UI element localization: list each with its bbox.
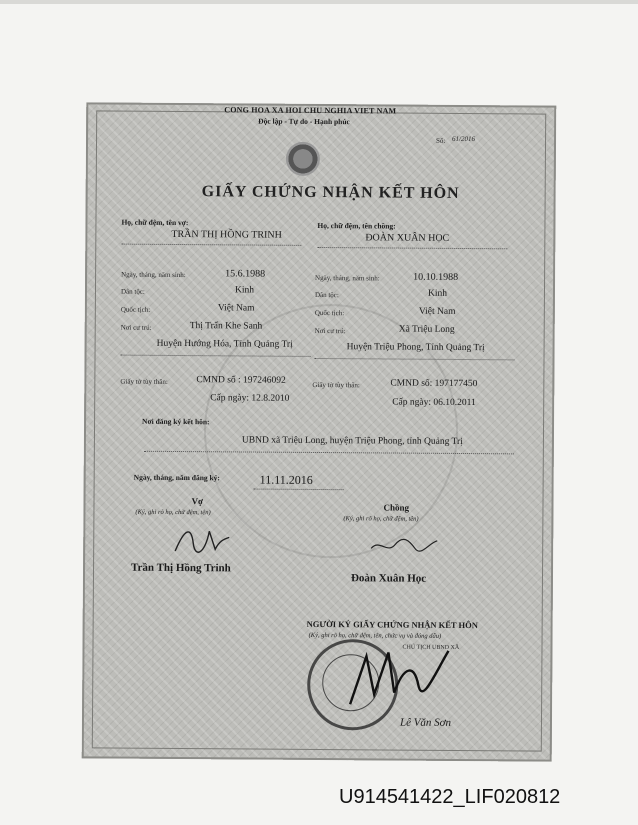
wife-residence-line1: Thị Trấn Khe Sanh [189,321,263,332]
national-emblem-icon [286,142,320,176]
signer-name: Lê Văn Sơn [399,716,452,729]
wife-nationality: Việt Nam [217,303,255,314]
signer-title: NGƯỜI KÝ GIẤY CHỨNG NHẬN KẾT HÔN [306,618,478,631]
husband-signature-name: Đoàn Xuân Học [350,572,427,585]
husband-id-date: Cấp ngày: 06.10.2011 [392,397,476,409]
scan-edge-top [0,0,638,4]
husband-dob-label: Ngày, tháng, năm sinh: [315,273,380,283]
husband-ethnic-label: Dân tộc: [314,290,339,300]
registration-date-label: Ngày, tháng, năm đăng ký: [133,472,220,483]
husband-id-value: CMND số: 197177450 [390,378,478,390]
wife-signature-title: Vợ [191,496,204,507]
certificate-title: GIẤY CHỨNG NHẬN KẾT HÔN [201,183,460,202]
wife-residence-line2: Huyện Hướng Hóa, Tỉnh Quảng Trị [156,338,293,350]
wife-ethnic: Kinh [234,285,255,296]
wife-nationality-label: Quốc tịch: [120,305,151,314]
number-label: Số: [436,136,446,145]
husband-name-label: Họ, chữ đệm, tên chồng: [317,220,396,231]
husband-nationality: Việt Nam [418,306,456,317]
wife-dob: 15.6.1988 [225,268,266,280]
husband-nationality-label: Quốc tịch: [314,308,345,318]
wife-residence-label: Nơi cư trú: [120,323,152,332]
wife-id-date: Cấp ngày: 12.8.2010 [210,393,290,404]
wife-dob-label: Ngày, tháng, năm sinh: [121,270,186,280]
signer-signature-mark [344,644,454,715]
husband-residence-line2: Huyện Triệu Phong, Tỉnh Quảng Trị [346,342,485,354]
wife-signature-name: Trần Thị Hồng Trinh [131,561,231,575]
signer-position: CHỦ TỊCH UBND XÃ [402,644,460,651]
wife-id-label: Giấy tờ tùy thân: [120,377,168,386]
number-value: 61/2016 [452,134,476,144]
signer-note: (Ký, ghi rõ họ, chữ đệm, tên, chức vụ và đóng dấu) [308,631,442,640]
husband-id-label: Giấy tờ tùy thân: [312,380,360,390]
husband-name: ĐOÀN XUÂN HỌC [365,232,450,244]
reference-code: U914541422_LIF020812 [339,786,561,808]
wife-signature-note: (Ký, ghi rõ họ, chữ đệm, tên) [135,508,211,517]
wife-signature-mark [171,523,231,557]
wife-name: TRẦN THỊ HỒNG TRINH [171,228,282,241]
husband-residence-label: Nơi cư trú: [314,326,346,336]
marriage-certificate [82,102,557,761]
husband-dob: 10.10.1988 [413,271,459,283]
husband-signature-note: (Ký, ghi rõ họ, chữ đệm, tên) [343,515,419,523]
registration-place: UBND xã Triệu Long, huyện Triệu Phong, tỉnh Quảng Trị [241,435,463,448]
motto: Độc lập - Tự do - Hạnh phúc [258,116,350,127]
wife-name-label: Họ, chữ đệm, tên vợ: [121,217,189,228]
husband-signature-title: Chồng [383,502,410,513]
husband-ethnic: Kinh [427,288,448,299]
wife-id-value: CMND số : 197246092 [196,375,286,386]
husband-residence-line1: Xã Triệu Long [398,324,455,335]
husband-signature-mark [369,534,439,556]
registration-date: 11.11.2016 [259,472,313,487]
republic-header: CONG HOA XA HOI CHU NGHIA VIET NAM [224,105,397,116]
registration-place-label: Nơi đăng ký kết hôn: [142,416,210,427]
wife-ethnic-label: Dân tộc: [120,287,145,296]
